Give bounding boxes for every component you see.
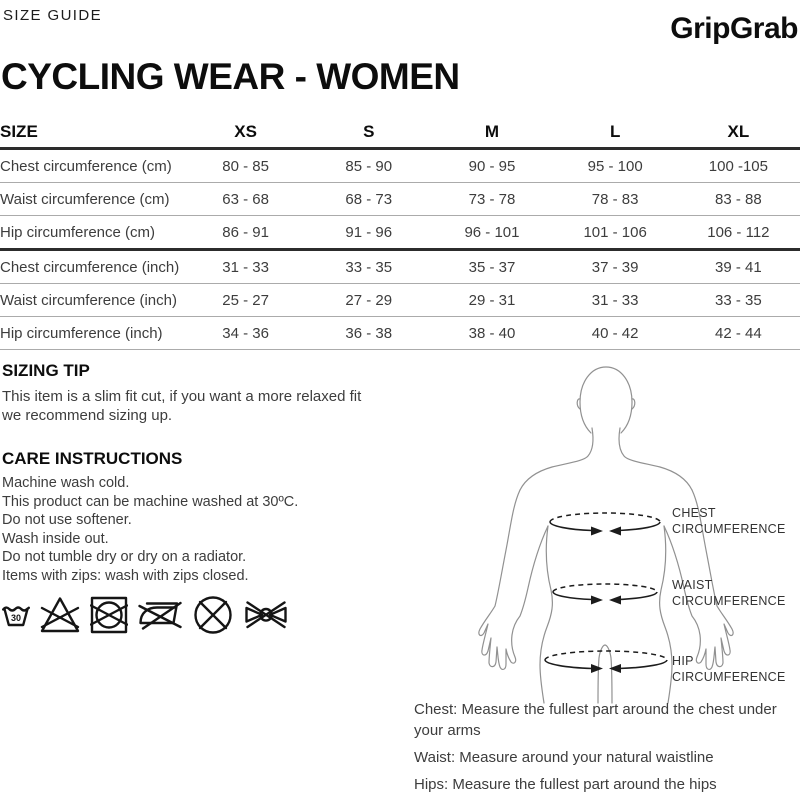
size-cell: 91 - 96: [307, 216, 430, 250]
size-cell: 34 - 36: [184, 317, 307, 350]
size-cell: 36 - 38: [307, 317, 430, 350]
care-line: Do not use softener.: [2, 512, 132, 528]
size-cell: 80 - 85: [184, 149, 307, 183]
row-label: Chest circumference (cm): [0, 149, 184, 183]
machine-wash-30-icon: [2, 603, 30, 628]
size-cell: 101 - 106: [554, 216, 677, 250]
table-row: [0, 250, 800, 284]
gripgrab-logo: GripGrab: [670, 12, 798, 45]
size-cell: 37 - 39: [554, 250, 677, 284]
size-cell: 63 - 68: [184, 183, 307, 216]
waist-note: Waist: Measure around your natural waistline: [414, 749, 714, 766]
care-symbols-row: [2, 592, 288, 638]
table-row: [0, 183, 800, 216]
column-header-size: SIZE: [0, 117, 184, 149]
size-cell: 29 - 31: [430, 284, 553, 317]
column-header-xl: XL: [677, 117, 800, 149]
do-not-iron-icon: [138, 599, 182, 631]
column-header-s: S: [307, 117, 430, 149]
size-cell: 106 - 112: [677, 216, 800, 250]
page-title: CYCLING WEAR - WOMEN: [1, 56, 460, 97]
size-cell: 35 - 37: [430, 250, 553, 284]
size-cell: 78 - 83: [554, 183, 677, 216]
size-cell: 42 - 44: [677, 317, 800, 350]
size-cell: 39 - 41: [677, 250, 800, 284]
table-row: [0, 149, 800, 183]
column-header-xs: XS: [184, 117, 307, 149]
row-label: Waist circumference (cm): [0, 183, 184, 216]
table-row: [0, 317, 800, 350]
svg-text:30: 30: [10, 612, 22, 623]
sizing-tip-text: This item is a slim fit cut, if you want a more relaxed fit we recommend sizing up.: [2, 388, 362, 424]
size-cell: 90 - 95: [430, 149, 553, 183]
care-line: Machine wash cold.: [2, 475, 130, 491]
size-guide-label: SIZE GUIDE: [3, 7, 103, 24]
care-instructions-list: [2, 474, 298, 585]
hip-circumference-label: HIP CIRCUMFERENCE: [672, 654, 786, 684]
do-not-dry-clean-icon: [192, 594, 234, 636]
size-cell: 85 - 90: [307, 149, 430, 183]
measurement-notes: [414, 699, 800, 800]
sizing-tip-heading: SIZING TIP: [2, 361, 90, 380]
size-cell: 27 - 29: [307, 284, 430, 317]
size-cell: 73 - 78: [430, 183, 553, 216]
table-row: [0, 216, 800, 250]
do-not-tumble-dry-icon: [90, 596, 128, 634]
body-measurement-diagram: [440, 356, 800, 720]
do-not-wring-icon: [244, 601, 288, 629]
hips-note: Hips: Measure the fullest part around the hips: [414, 776, 717, 793]
size-cell: 86 - 91: [184, 216, 307, 250]
row-label: Waist circumference (inch): [0, 284, 184, 317]
hip-measure-band: [545, 651, 667, 673]
care-line: Items with zips: wash with zips closed.: [2, 567, 249, 584]
care-line: Do not tumble dry or dry on a radiator.: [2, 549, 247, 565]
table-row: [0, 284, 800, 317]
column-header-m: M: [430, 117, 553, 149]
waist-measure-band: [553, 584, 657, 605]
size-cell: 31 - 33: [554, 284, 677, 317]
size-cell: 100 -105: [677, 149, 800, 183]
row-label: Hip circumference (cm): [0, 216, 184, 250]
care-line: Wash inside out.: [2, 530, 109, 547]
size-cell: 31 - 33: [184, 250, 307, 284]
size-cell: 83 - 88: [677, 183, 800, 216]
size-cell: 68 - 73: [307, 183, 430, 216]
column-header-l: L: [554, 117, 677, 149]
row-label: Chest circumference (inch): [0, 250, 184, 284]
size-cell: 33 - 35: [307, 250, 430, 284]
size-cell: 33 - 35: [677, 284, 800, 317]
row-label: Hip circumference (inch): [0, 317, 184, 350]
size-cell: 25 - 27: [184, 284, 307, 317]
table-header-row: [0, 117, 800, 149]
size-cell: 40 - 42: [554, 317, 677, 350]
size-table: [0, 117, 800, 350]
size-cell: 38 - 40: [430, 317, 553, 350]
waist-circumference-label: WAIST CIRCUMFERENCE: [672, 578, 786, 608]
chest-measure-band: [550, 513, 660, 535]
do-not-bleach-icon: [40, 596, 80, 634]
chest-circumference-label: CHEST CIRCUMFERENCE: [672, 506, 786, 536]
size-cell: 96 - 101: [430, 216, 553, 250]
chest-note: Chest: Measure the fullest part around the chest under your arms: [414, 701, 777, 739]
care-instructions-heading: CARE INSTRUCTIONS: [2, 449, 183, 468]
size-cell: 95 - 100: [554, 149, 677, 183]
care-line: This product can be machine washed at 30ºC.: [2, 493, 299, 510]
